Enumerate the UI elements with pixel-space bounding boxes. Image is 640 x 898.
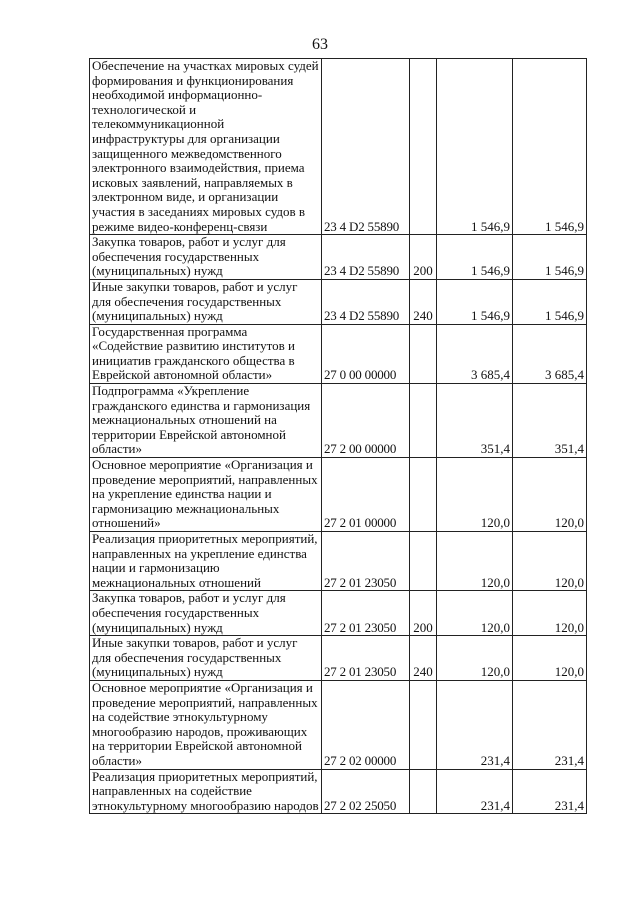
table-row: [90, 384, 587, 458]
row-name: Основное мероприятие «Организация и проведение мероприятий, направленных на содействие этнокультурному многообразию народов, проживающих на территории Еврейской автономной области»: [90, 680, 322, 769]
row-sum-1: 120,0: [437, 636, 513, 681]
table-row: [90, 324, 587, 383]
row-name: Подпрограмма «Укрепление гражданского единства и гармонизация межнациональных отношений на территории Еврейской автономной области»: [90, 384, 322, 458]
row-expense-type: 200: [410, 235, 437, 280]
row-expense-type: [410, 324, 437, 383]
row-code: 27 2 02 25050: [322, 769, 410, 814]
row-sum-1: 1 546,9: [437, 59, 513, 235]
row-sum-2: 1 546,9: [513, 279, 587, 324]
table-row: [90, 235, 587, 280]
row-sum-2: 1 546,9: [513, 235, 587, 280]
page-number: 63: [312, 36, 328, 53]
row-name: Реализация приоритетных мероприятий, направленных на содействие этнокультурному многообразию народов: [90, 769, 322, 814]
row-expense-type: 240: [410, 636, 437, 681]
row-code: 27 2 02 00000: [322, 680, 410, 769]
table-row: [90, 279, 587, 324]
row-sum-2: 120,0: [513, 591, 587, 636]
row-sum-1: 1 546,9: [437, 279, 513, 324]
row-sum-1: 3 685,4: [437, 324, 513, 383]
row-name: Государственная программа «Содействие развитию институтов и инициатив гражданского общества в Еврейской автономной области»: [90, 324, 322, 383]
row-name: Иные закупки товаров, работ и услуг для обеспечения государственных (муниципальных) нужд: [90, 279, 322, 324]
row-sum-1: 120,0: [437, 591, 513, 636]
row-code: 23 4 D2 55890: [322, 59, 410, 235]
row-name: Обеспечение на участках мировых судей формирования и функционирования необходимой информационно-технологической и телекоммуникационной инфраструктуры для организации защищенного межведомственного электронного взаимодействия, приема исковых заявлений, направляемых в электронном виде, и организации участия в заседаниях мировых судов в режиме видео-конференц-связи: [90, 59, 322, 235]
row-sum-2: 120,0: [513, 532, 587, 591]
row-sum-2: 1 546,9: [513, 59, 587, 235]
row-name: Основное мероприятие «Организация и проведение мероприятий, направленных на укрепление единства нации и гармонизацию межнациональных отношений»: [90, 458, 322, 532]
table-row: [90, 458, 587, 532]
row-expense-type: [410, 384, 437, 458]
row-expense-type: [410, 59, 437, 235]
row-name: Реализация приоритетных мероприятий, направленных на укрепление единства нации и гармонизацию межнациональных отношений: [90, 532, 322, 591]
row-name: Закупка товаров, работ и услуг для обеспечения государственных (муниципальных) нужд: [90, 235, 322, 280]
row-name: Закупка товаров, работ и услуг для обеспечения государственных (муниципальных) нужд: [90, 591, 322, 636]
row-expense-type: [410, 769, 437, 814]
table-row: [90, 636, 587, 681]
budget-table-body: [90, 59, 587, 814]
row-code: 27 0 00 00000: [322, 324, 410, 383]
row-code: 27 2 00 00000: [322, 384, 410, 458]
row-expense-type: 240: [410, 279, 437, 324]
row-code: 27 2 01 23050: [322, 636, 410, 681]
table-row: [90, 59, 587, 235]
row-code: 27 2 01 00000: [322, 458, 410, 532]
row-code: 23 4 D2 55890: [322, 235, 410, 280]
table-row: [90, 680, 587, 769]
table-row: [90, 769, 587, 814]
row-expense-type: [410, 680, 437, 769]
row-sum-1: 1 546,9: [437, 235, 513, 280]
row-sum-2: 231,4: [513, 769, 587, 814]
row-expense-type: [410, 458, 437, 532]
row-expense-type: [410, 532, 437, 591]
row-name: Иные закупки товаров, работ и услуг для обеспечения государственных (муниципальных) нужд: [90, 636, 322, 681]
row-sum-2: 120,0: [513, 458, 587, 532]
row-sum-2: 3 685,4: [513, 324, 587, 383]
budget-table: [89, 58, 587, 814]
row-sum-2: 120,0: [513, 636, 587, 681]
row-sum-2: 231,4: [513, 680, 587, 769]
row-sum-1: 231,4: [437, 680, 513, 769]
row-sum-1: 231,4: [437, 769, 513, 814]
row-sum-1: 120,0: [437, 532, 513, 591]
row-sum-1: 120,0: [437, 458, 513, 532]
row-code: 27 2 01 23050: [322, 532, 410, 591]
table-row: [90, 532, 587, 591]
row-sum-1: 351,4: [437, 384, 513, 458]
table-row: [90, 591, 587, 636]
row-expense-type: 200: [410, 591, 437, 636]
row-code: 23 4 D2 55890: [322, 279, 410, 324]
row-sum-2: 351,4: [513, 384, 587, 458]
row-code: 27 2 01 23050: [322, 591, 410, 636]
